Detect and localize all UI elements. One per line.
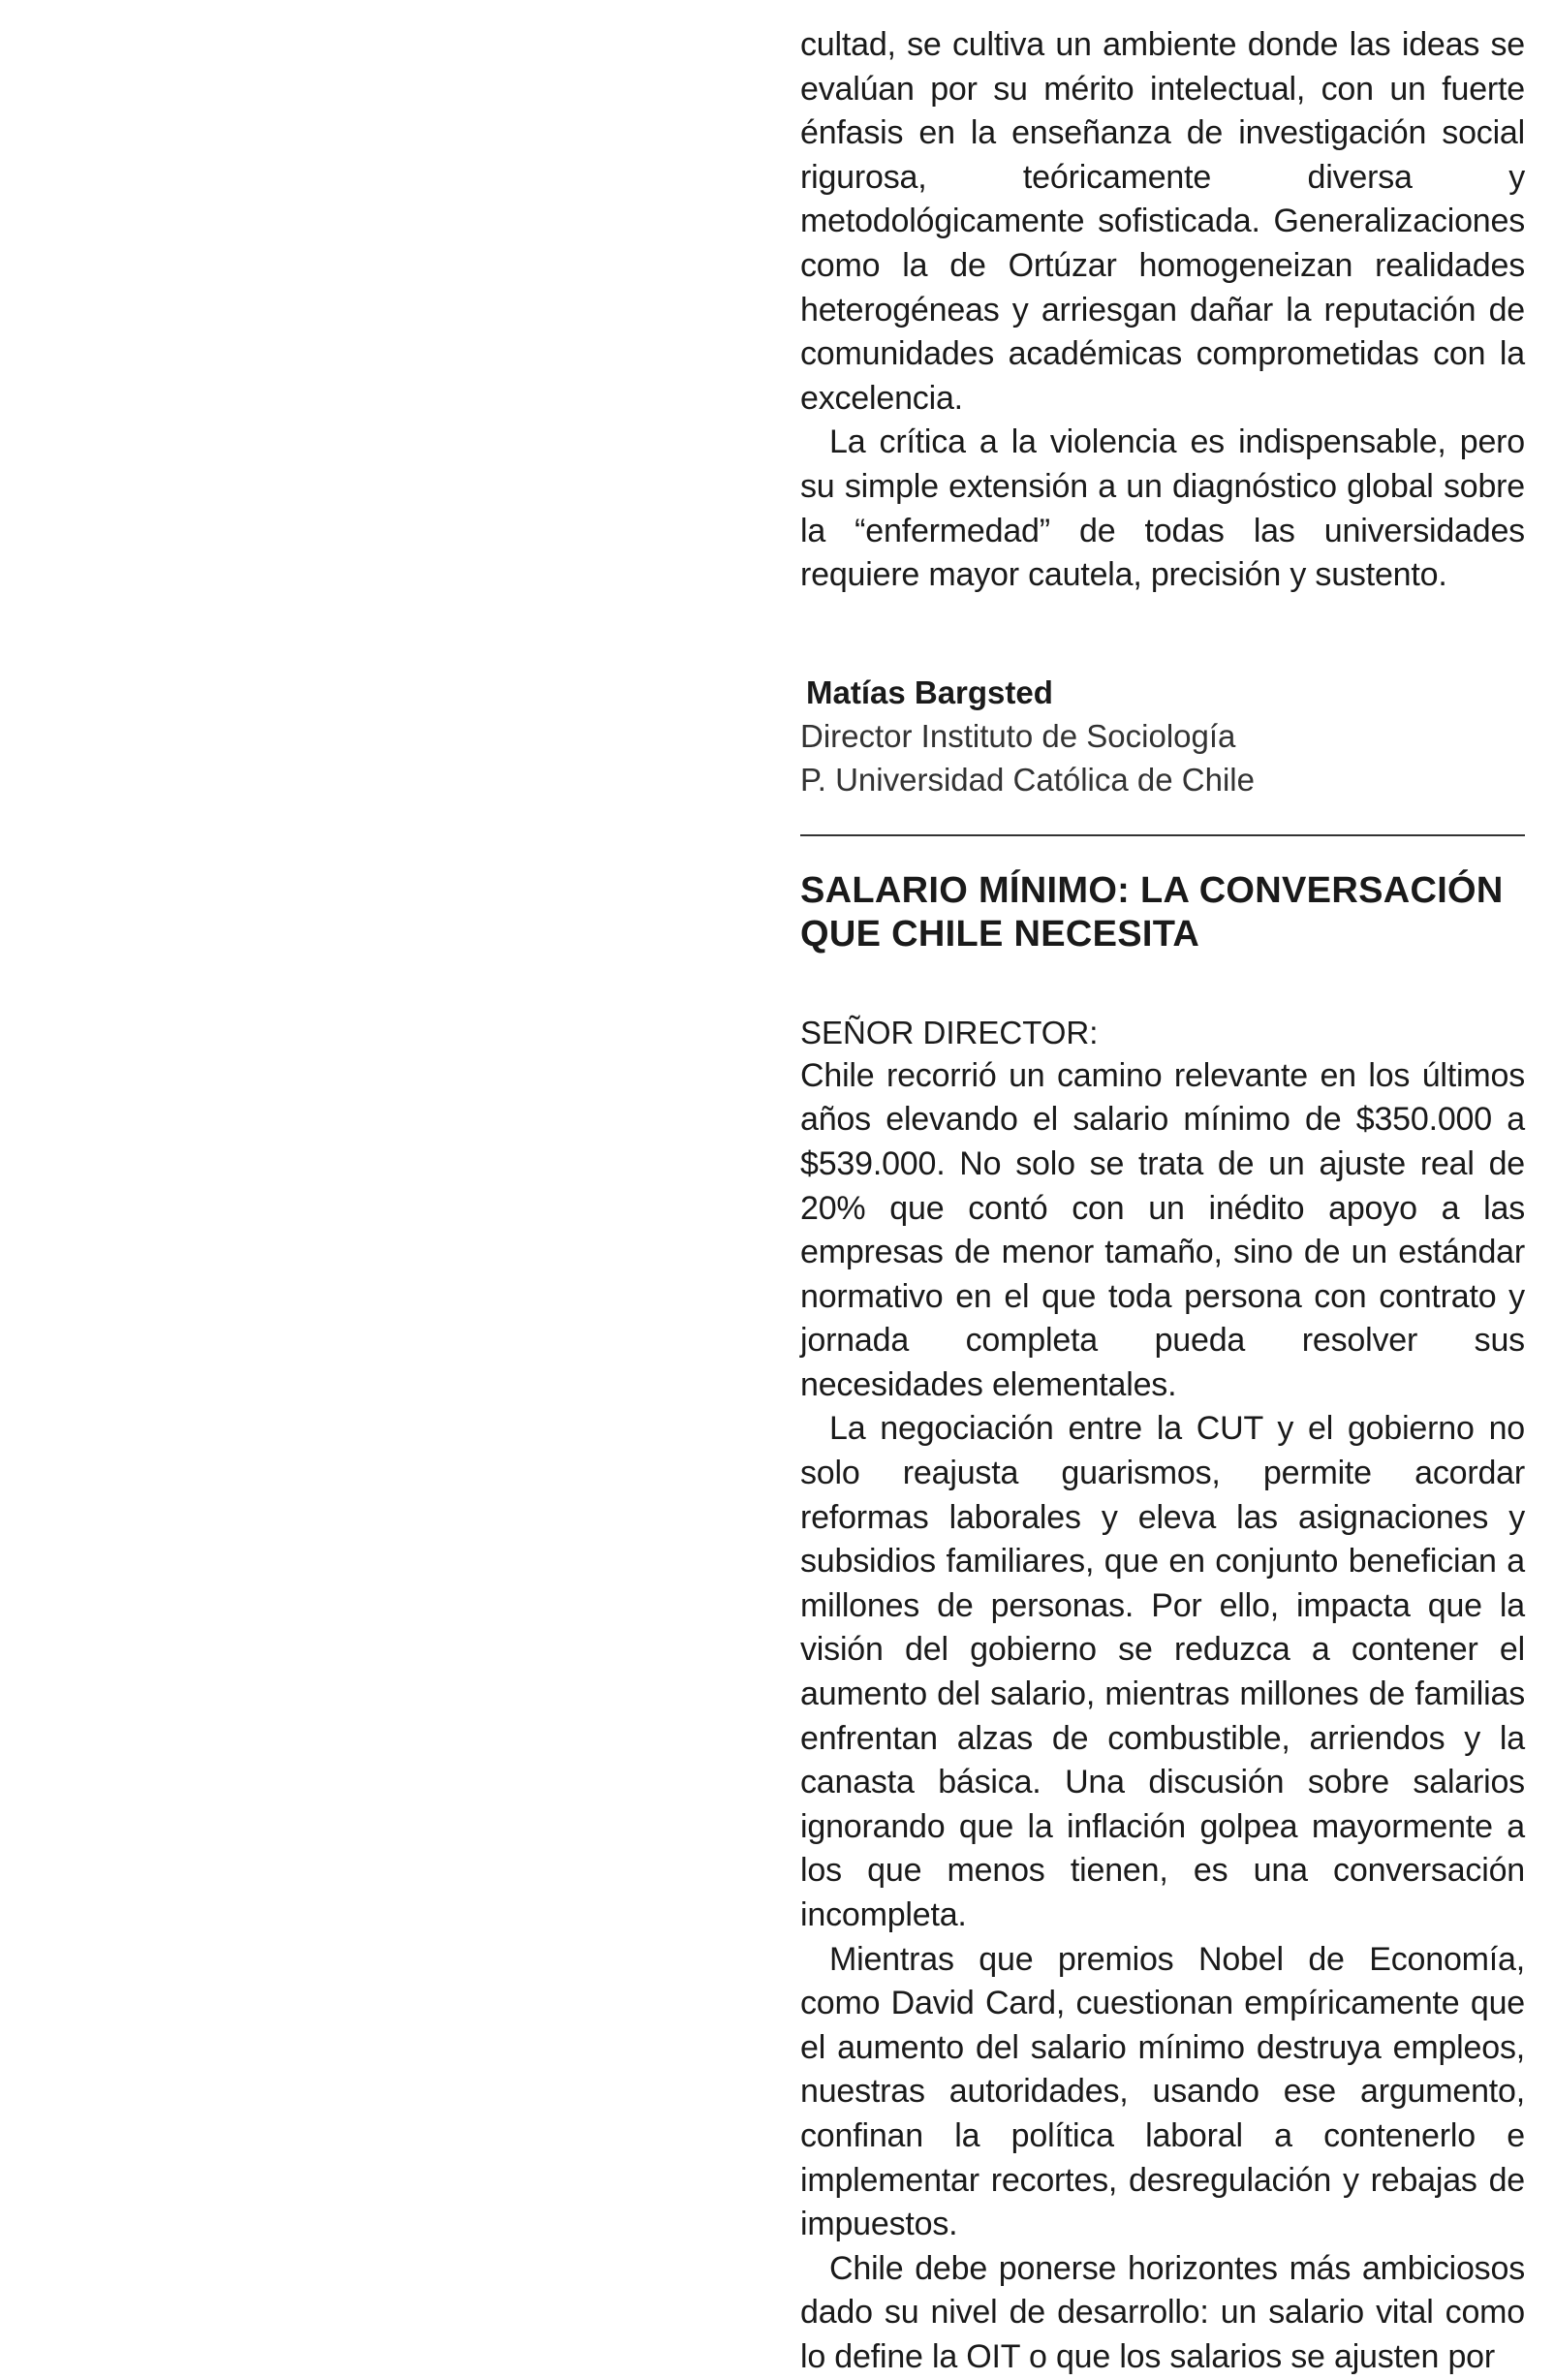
letter-paragraph: Chile recorrió un camino relevante en los últimos años elevando el salario mínimo de $350.000 a $539.000. No solo se trata de un ajuste real de 20% que contó con un inédito apoyo a las empresas de menor tamaño, sino de un estándar normativo en el que toda persona con contrato y jornada completa pueda resolver sus necesidades elementales. [800,1056,1525,1403]
signature-title: Director Instituto de Sociología [800,717,1236,754]
letter-paragraph: Mientras que premios Nobel de Economía, como David Card, cuestionan empíricamente que el aumento del salario mínimo destruya empleos, nuestras autoridades, usando ese argumento, confinan la política laboral a contenerlo e implementar recortes, desregulación y rebajas de impuestos. [800,1940,1525,2243]
letter-paragraph: La negociación entre la CUT y el gobierno no solo reajusta guarismos, permite acordar reformas laborales y eleva las asignaciones y subsidios familiares, que en conjunto benefician a millones de personas. Por ello, impacta que la visión del gobierno se reduzca a contener el aumento del salario, mientras millones de familias enfrentan alzas de combustible, arriendos y la canasta básica. Una discusión sobre salarios ignorando que la inflación golpea mayormente a los que menos tienen, es una conversación incompleta. [800,1410,1525,1933]
letter-bargsted [800,23,1525,801]
letters-column [800,23,1525,2380]
signature-name: Matías Bargsted [806,673,1053,710]
signature-block [800,672,1525,801]
letter-salutation: SEÑOR DIRECTOR: [800,1014,1099,1050]
letter-paragraph: La crítica a la violencia es indispensable, pero su simple extensión a un diagnóstico global sobre la “enfermedad” de todas las universidades requiere mayor cautela, precisión y sustento. [800,423,1525,594]
letter-headline: SALARIO MÍNIMO: LA CONVERSACIÓN QUE CHILE NECESITA [800,869,1504,955]
letter-paragraph: cultad, se cultiva un ambiente donde las ideas se evalúan por su mérito intelectual, con un fuerte énfasis en la enseñanza de investigación social rigurosa, teóricamente diversa y metodológicamente sofisticada. Generalizaciones como la de Ortúzar homogeneizan realidades heterogéneas y arriesgan dañar la reputación de comunidades académicas comprometidas con la excelencia. [800,26,1525,417]
letter-paragraph: Chile debe ponerse horizontes más ambiciosos dado su nivel de desarrollo: un salario vital como lo define la OIT o que los salarios se ajusten por [800,2249,1525,2375]
letter-salario-minimo [800,869,1525,2380]
signature-institution: P. Universidad Católica de Chile [800,761,1255,798]
section-divider [800,834,1525,836]
